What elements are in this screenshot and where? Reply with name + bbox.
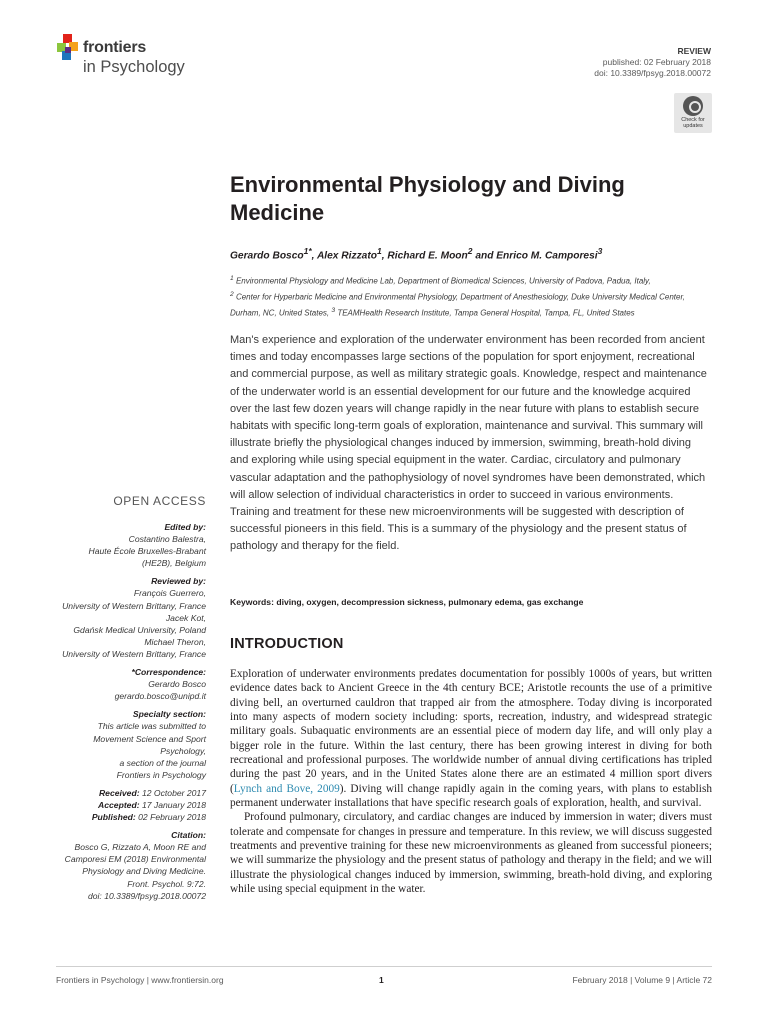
received-row [56, 787, 206, 799]
affiliation-number: 2 [230, 291, 234, 299]
published-label: Published: [91, 812, 136, 823]
correspondence-label: *Correspondence: [131, 667, 206, 678]
affiliations [230, 272, 710, 320]
specialty-block [56, 708, 206, 781]
edited-by-label: Edited by: [164, 522, 206, 532]
specialty-text: This article was submitted to [97, 721, 206, 732]
citation-text: Physiology and Diving Medicine. [82, 866, 206, 877]
article-type: REVIEW [677, 46, 711, 56]
introduction-heading: INTRODUCTION [230, 636, 344, 652]
citation-link[interactable]: Lynch and Bove, 2009 [233, 782, 340, 795]
dates-block [56, 787, 206, 823]
author-separator: , [381, 250, 388, 262]
logo-brand: frontiers [83, 39, 147, 56]
affiliation-number: 1 [230, 275, 234, 282]
open-access-label: OPEN ACCESS [113, 494, 206, 508]
author-separator: , [311, 250, 317, 262]
affiliation-text: TEAMHealth Research Institute, Tampa General Hospital, Tampa, FL, United States [337, 308, 635, 318]
editor-affiliation: (HE2B), Belgium [142, 558, 206, 569]
reviewer-name[interactable]: Jacek Kot, [165, 612, 206, 623]
citation-text: Camporesi EM (2018) Environmental [64, 854, 206, 865]
correspondence-name: Gerardo Bosco [148, 679, 206, 690]
check-for-updates-button[interactable] [674, 93, 712, 133]
article-meta [594, 46, 711, 79]
paragraph-text: Exploration of underwater environments predates documentation for possibly 1000s of years, but written evidence dates back to Ancient Greece in the 4th century BCE; Aristotle recounts the use of a primitive diving bell, an overturned cauldron that trapped air from the atmosphere. Today diving is incorporated into many aspects of modern society including: sports, recreation, industry, and widespread strategic military goals. Subaquatic environments are an essential piece of modern day life, and will only play a bigger role in the future. Within the last century, there has been growing interest in diving for both recreational and professional purposes. The worldwide number of annual diving certifications has tripled during the past 20 years, and in the United States alone there are an estimated 4 million sport divers ( [230, 668, 712, 795]
correspondence-block [56, 666, 206, 702]
reviewer-affiliation: University of Western Brittany, France [62, 600, 206, 611]
citation-text: Front. Psychol. 9:72. [127, 878, 206, 889]
affiliation-number: 3 [331, 307, 336, 315]
author-superscript: 1 [376, 246, 382, 256]
specialty-text: Psychology, [160, 745, 206, 756]
received-label: Received: [98, 787, 140, 798]
reviewed-by-label: Reviewed by: [151, 576, 206, 587]
journal-logo [56, 34, 216, 84]
reviewer-name[interactable]: François Guerrero, [133, 588, 206, 599]
author-name[interactable]: Enrico M. Camporesi [496, 250, 598, 262]
abstract: Man's experience and exploration of the underwater environment has been recorded from ancient times and today encompasses large sections of the population for sport enjoyment, recreational and commercial purpose, as well as military strategic goals. Knowledge, respect and maintenance of the underwater world is an essential development for our future and the knowledge acquired over the last few dozen years will change rapidly in the near future with plans to establish secure habitats with specific long-term goals of exploration, maintenance and survival. This summary will illustrate briefly the physiological changes induced by immersion, swimming, breath-hold diving and exploring while using special equipment in the water. Cardiac, circulatory and pulmonary vascular adaptation and the pathophysiology of novel syndromes have been demonstrated, which will allow selection of individual characteristics in order to succeed in various environments. Training and treatment for these new microenvironments will be suggested with description of successful pioneers in this field. This is a summary of the physiology and the present status of pathology and therapy for the field. [230, 334, 707, 553]
reviewed-by-block [56, 575, 206, 660]
published-row [56, 811, 206, 823]
paragraph: Profound pulmonary, circulatory, and cardiac changes are induced by immersion in water; divers must tolerate and compensate for changes in pressure and temperature. In this review, we will discuss suggested treatments and preventive training for these new microenvironments as gleaned from successful pioneers; we will summarize the physiology and the present status of pathology and therapy in the field; and we will illustrate the physiological changes induced by immersion, swimming, breath-hold diving, and exploring while using special equipment in the water. [230, 811, 712, 896]
specialty-label: Specialty section: [132, 709, 206, 720]
reviewer-affiliation: Gdańsk Medical University, Poland [73, 624, 206, 635]
affiliation-text: Center for Hyperbaric Medicine and Environmental Physiology, Department of Anesthesiology, Duke University Medical Center, Durham, NC, United States, [230, 292, 685, 318]
article-title: Environmental Physiology and Diving Medicine [230, 172, 625, 225]
published-date: 02 February 2018 [138, 812, 206, 823]
published-date: published: 02 February 2018 [602, 57, 711, 67]
author-name[interactable]: Alex Rizzato [316, 250, 377, 262]
specialty-text: Movement Science and Sport [93, 733, 206, 744]
paragraph-text: ). Diving will change rapidly again in the coming years, with plans to establish permanent underwater installations that have specific research goals of exploration, health, and survival. [230, 782, 712, 810]
author-superscript: 1* [303, 246, 312, 256]
author-name[interactable]: Gerardo Bosco [230, 250, 304, 262]
editor-name[interactable]: Costantino Balestra, [128, 534, 206, 545]
specialty-text: a section of the journal [119, 757, 206, 768]
reviewer-name[interactable]: Michael Theron, [144, 636, 206, 647]
author-superscript: 2 [467, 246, 473, 256]
footer-journal[interactable]: Frontiers in Psychology | www.frontiersin.org [56, 975, 224, 985]
correspondence-email[interactable]: gerardo.bosco@unipd.it [114, 691, 206, 702]
citation-text: Bosco G, Rizzato A, Moon RE and [74, 842, 206, 853]
reviewer-affiliation: University of Western Brittany, France [62, 648, 206, 659]
accepted-label: Accepted: [98, 799, 140, 810]
citation-doi[interactable]: doi: 10.3389/fpsyg.2018.00072 [87, 890, 206, 901]
check-updates-label: Check for updates [681, 117, 705, 129]
accepted-row [56, 799, 206, 811]
author-superscript: 3 [597, 246, 603, 256]
footer-divider [56, 966, 712, 967]
accepted-date: 17 January 2018 [141, 799, 206, 810]
logo-journal-name: in Psychology [83, 58, 185, 76]
edited-by-block [56, 521, 206, 569]
introduction-body [230, 667, 712, 897]
received-date: 12 October 2017 [141, 787, 206, 798]
author-conjunction: and [472, 250, 497, 262]
affiliation-text: Environmental Physiology and Medicine Lab, Department of Biomedical Sciences, University of Padova, Padua, Italy, [235, 276, 651, 286]
frontiers-logo-icon [56, 34, 80, 64]
specialty-text: Frontiers in Psychology [116, 769, 206, 780]
page-number: 1 [379, 975, 384, 985]
sidebar-info [56, 521, 206, 908]
citation-label: Citation: [171, 830, 206, 841]
check-updates-icon [683, 96, 703, 116]
citation-block [56, 829, 206, 902]
author-name[interactable]: Richard E. Moon [387, 250, 468, 262]
footer-issue: February 2018 | Volume 9 | Article 72 [572, 975, 712, 985]
author-list [230, 246, 700, 261]
article-doi[interactable]: doi: 10.3389/fpsyg.2018.00072 [594, 68, 711, 78]
editor-affiliation: Haute École Bruxelles-Brabant [88, 546, 206, 557]
keywords: Keywords: diving, oxygen, decompression sickness, pulmonary edema, gas exchange [230, 597, 584, 607]
paragraph [230, 667, 712, 810]
